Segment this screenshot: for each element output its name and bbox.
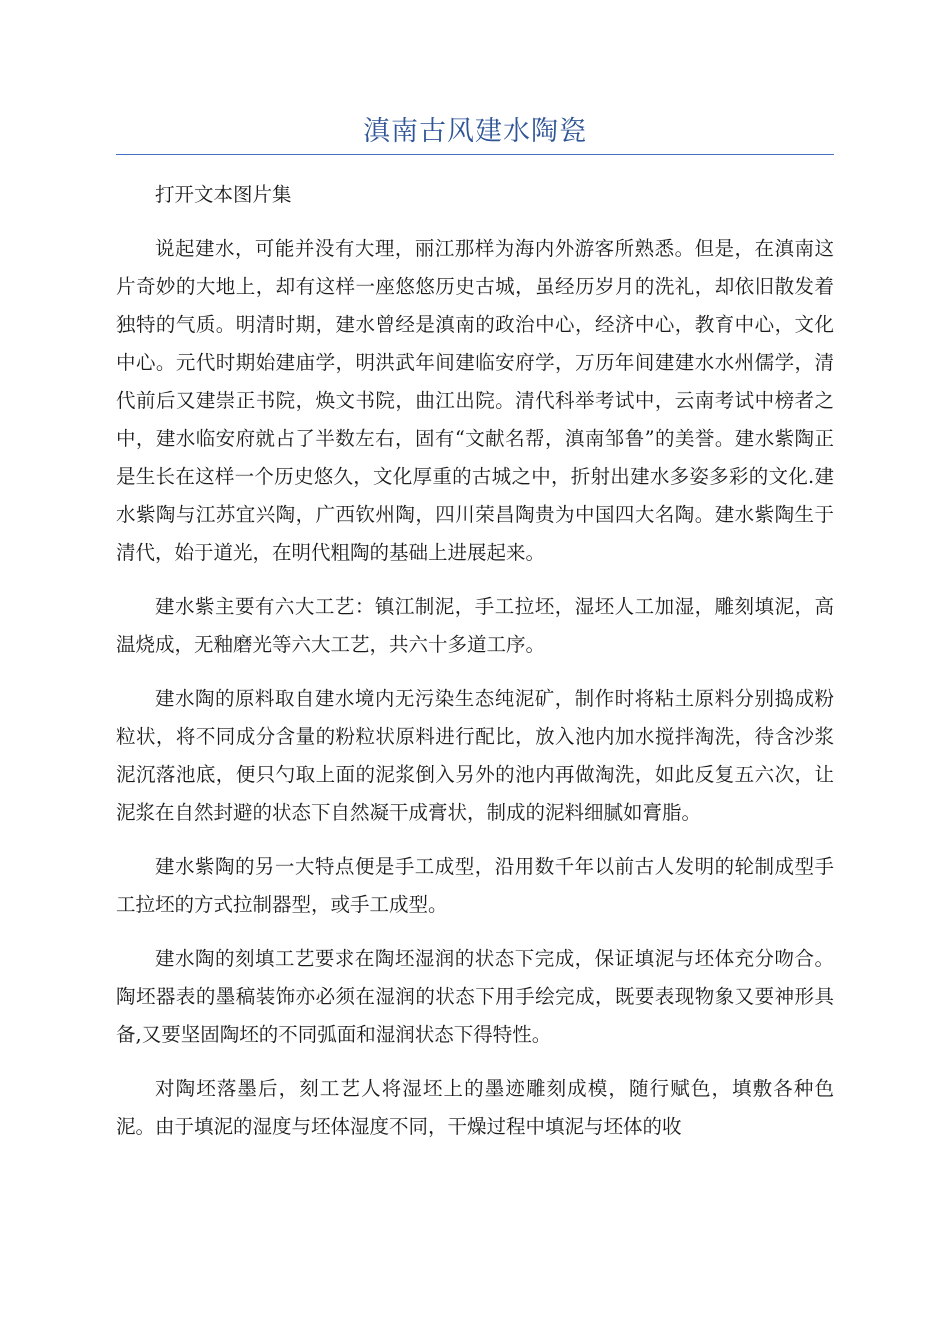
title-underline xyxy=(116,154,834,155)
paragraph-image-set-link: 打开文本图片集 xyxy=(155,183,292,206)
paragraph-raw-material: 建水陶的原料取自建水境内无污染生态纯泥矿，制作时将粘土原料分别捣成粉粒状，将不同成分含量的粉粒状原料进行配比，放入池内加水搅拌淘洗，待含沙浆泥沉落池底，便只勺取上面的泥浆倒入另外的池内再做淘洗，如此反复五六次，让泥浆在自然封避的状态下自然凝干成膏状，制成的泥料细腻如膏脂。 xyxy=(116,687,834,824)
paragraph-intro: 说起建水，可能并没有大理，丽江那样为海内外游客所熟悉。但是，在滇南这片奇妙的大地上，却有这样一座悠悠历史古城，虽经历岁月的洗礼，却依旧散发着独特的气质。明清时期，建水曾经是滇南的政治中心，经济中心，教育中心，文化中心。元代时期始建庙学，明洪武年间建临安府学，万历年间建建水水州儒学，清代前后又建崇正书院，焕文书院，曲江出院。清代科举考试中，云南考试中榜者之中，建水临安府就占了半数左右，固有“文献名帮，滇南邹鲁”的美誉。建水紫陶正是生长在这样一个历史悠久，文化厚重的古城之中，折射出建水多姿多彩的文化.建水紫陶与江苏宜兴陶，广西钦州陶，四川荣昌陶贵为中国四大名陶。建水紫陶生于清代，始于道光，在明代粗陶的基础上进展起来。 xyxy=(116,237,834,564)
paragraph-hand-forming: 建水紫陶的另一大特点便是手工成型，沿用数千年以前古人发明的轮制成型手工拉坯的方式拉制器型，或手工成型。 xyxy=(116,855,834,916)
paragraph-carving-filling: 建水陶的刻填工艺要求在陶坯湿润的状态下完成，保证填泥与坯体充分吻合。陶坯器表的墨稿装饰亦必须在湿润的状态下用手绘完成，既要表现物象又要神形具备,又要坚固陶坯的不同弧面和湿润状态下得特性。 xyxy=(116,947,834,1046)
paragraph-ink-carving: 对陶坯落墨后，刻工艺人将湿坯上的墨迹雕刻成模，随行赋色，填敷各种色泥。由于填泥的湿度与坯体湿度不同，干燥过程中填泥与坯体的收 xyxy=(116,1077,834,1138)
document-body xyxy=(116,176,834,1162)
document-title: 滇南古风建水陶瓷 xyxy=(363,116,587,147)
paragraph-crafts: 建水紫主要有六大工艺：镇江制泥，手工拉坯，湿坯人工加湿，雕刻填泥，高温烧成，无釉磨光等六大工艺，共六十多道工序。 xyxy=(116,595,834,656)
